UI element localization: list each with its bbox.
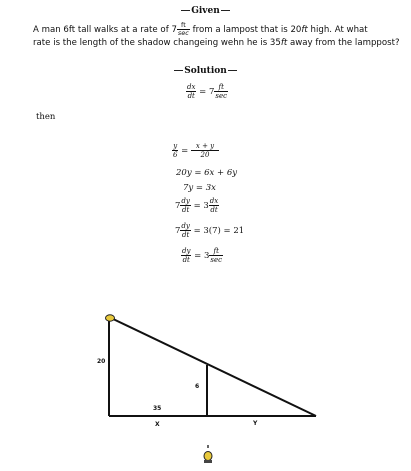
solution-heading: Solution [0,66,411,76]
distance-label: 35 [153,405,162,412]
light-ray-line [111,318,316,416]
step-cross-multiply: 20y = 6x + 6y [176,168,238,178]
step-substitute: 7 $\frac{dy}{dt}$ = 3(7) = 21 [175,222,245,239]
bottom-lamp-icon [204,445,212,463]
step-simplify: 7y = 3x [183,183,216,193]
problem-line-1: A man 6ft tall walks at a rate of 7 $\frac{ft}{\sec}$ from a lampost that is 20ft high. At what [33,21,368,37]
then-label: then [36,112,56,122]
man-height-label: 6 [195,383,200,390]
step-result: $\frac{dy}{dt}$ = 3 $\frac{ft}{\sec}$ [182,247,223,264]
given-heading: Given [0,6,411,16]
lamp-icon [106,315,115,321]
x-segment-label: X [155,421,160,428]
rate-equation: $\frac{dx}{dt}$ = 7 $\frac{ft}{\sec}$ [187,83,228,100]
problem-line-2: rate is the length of the shadow changeing wehn he is 35ft away from the lamppost? [33,38,400,48]
rate-fraction: $\frac{ft}{\sec}$ [177,21,189,37]
y-segment-label: Y [253,420,258,427]
step-differentiate: 7 $\frac{dy}{dt}$ = 3 $\frac{dx}{dt}$ [175,197,219,214]
lamppost-height-label: 20 [97,358,106,365]
step-similar-triangles: $\frac{y}{6}$ = $\frac{x + y}{20}$ [172,142,219,159]
